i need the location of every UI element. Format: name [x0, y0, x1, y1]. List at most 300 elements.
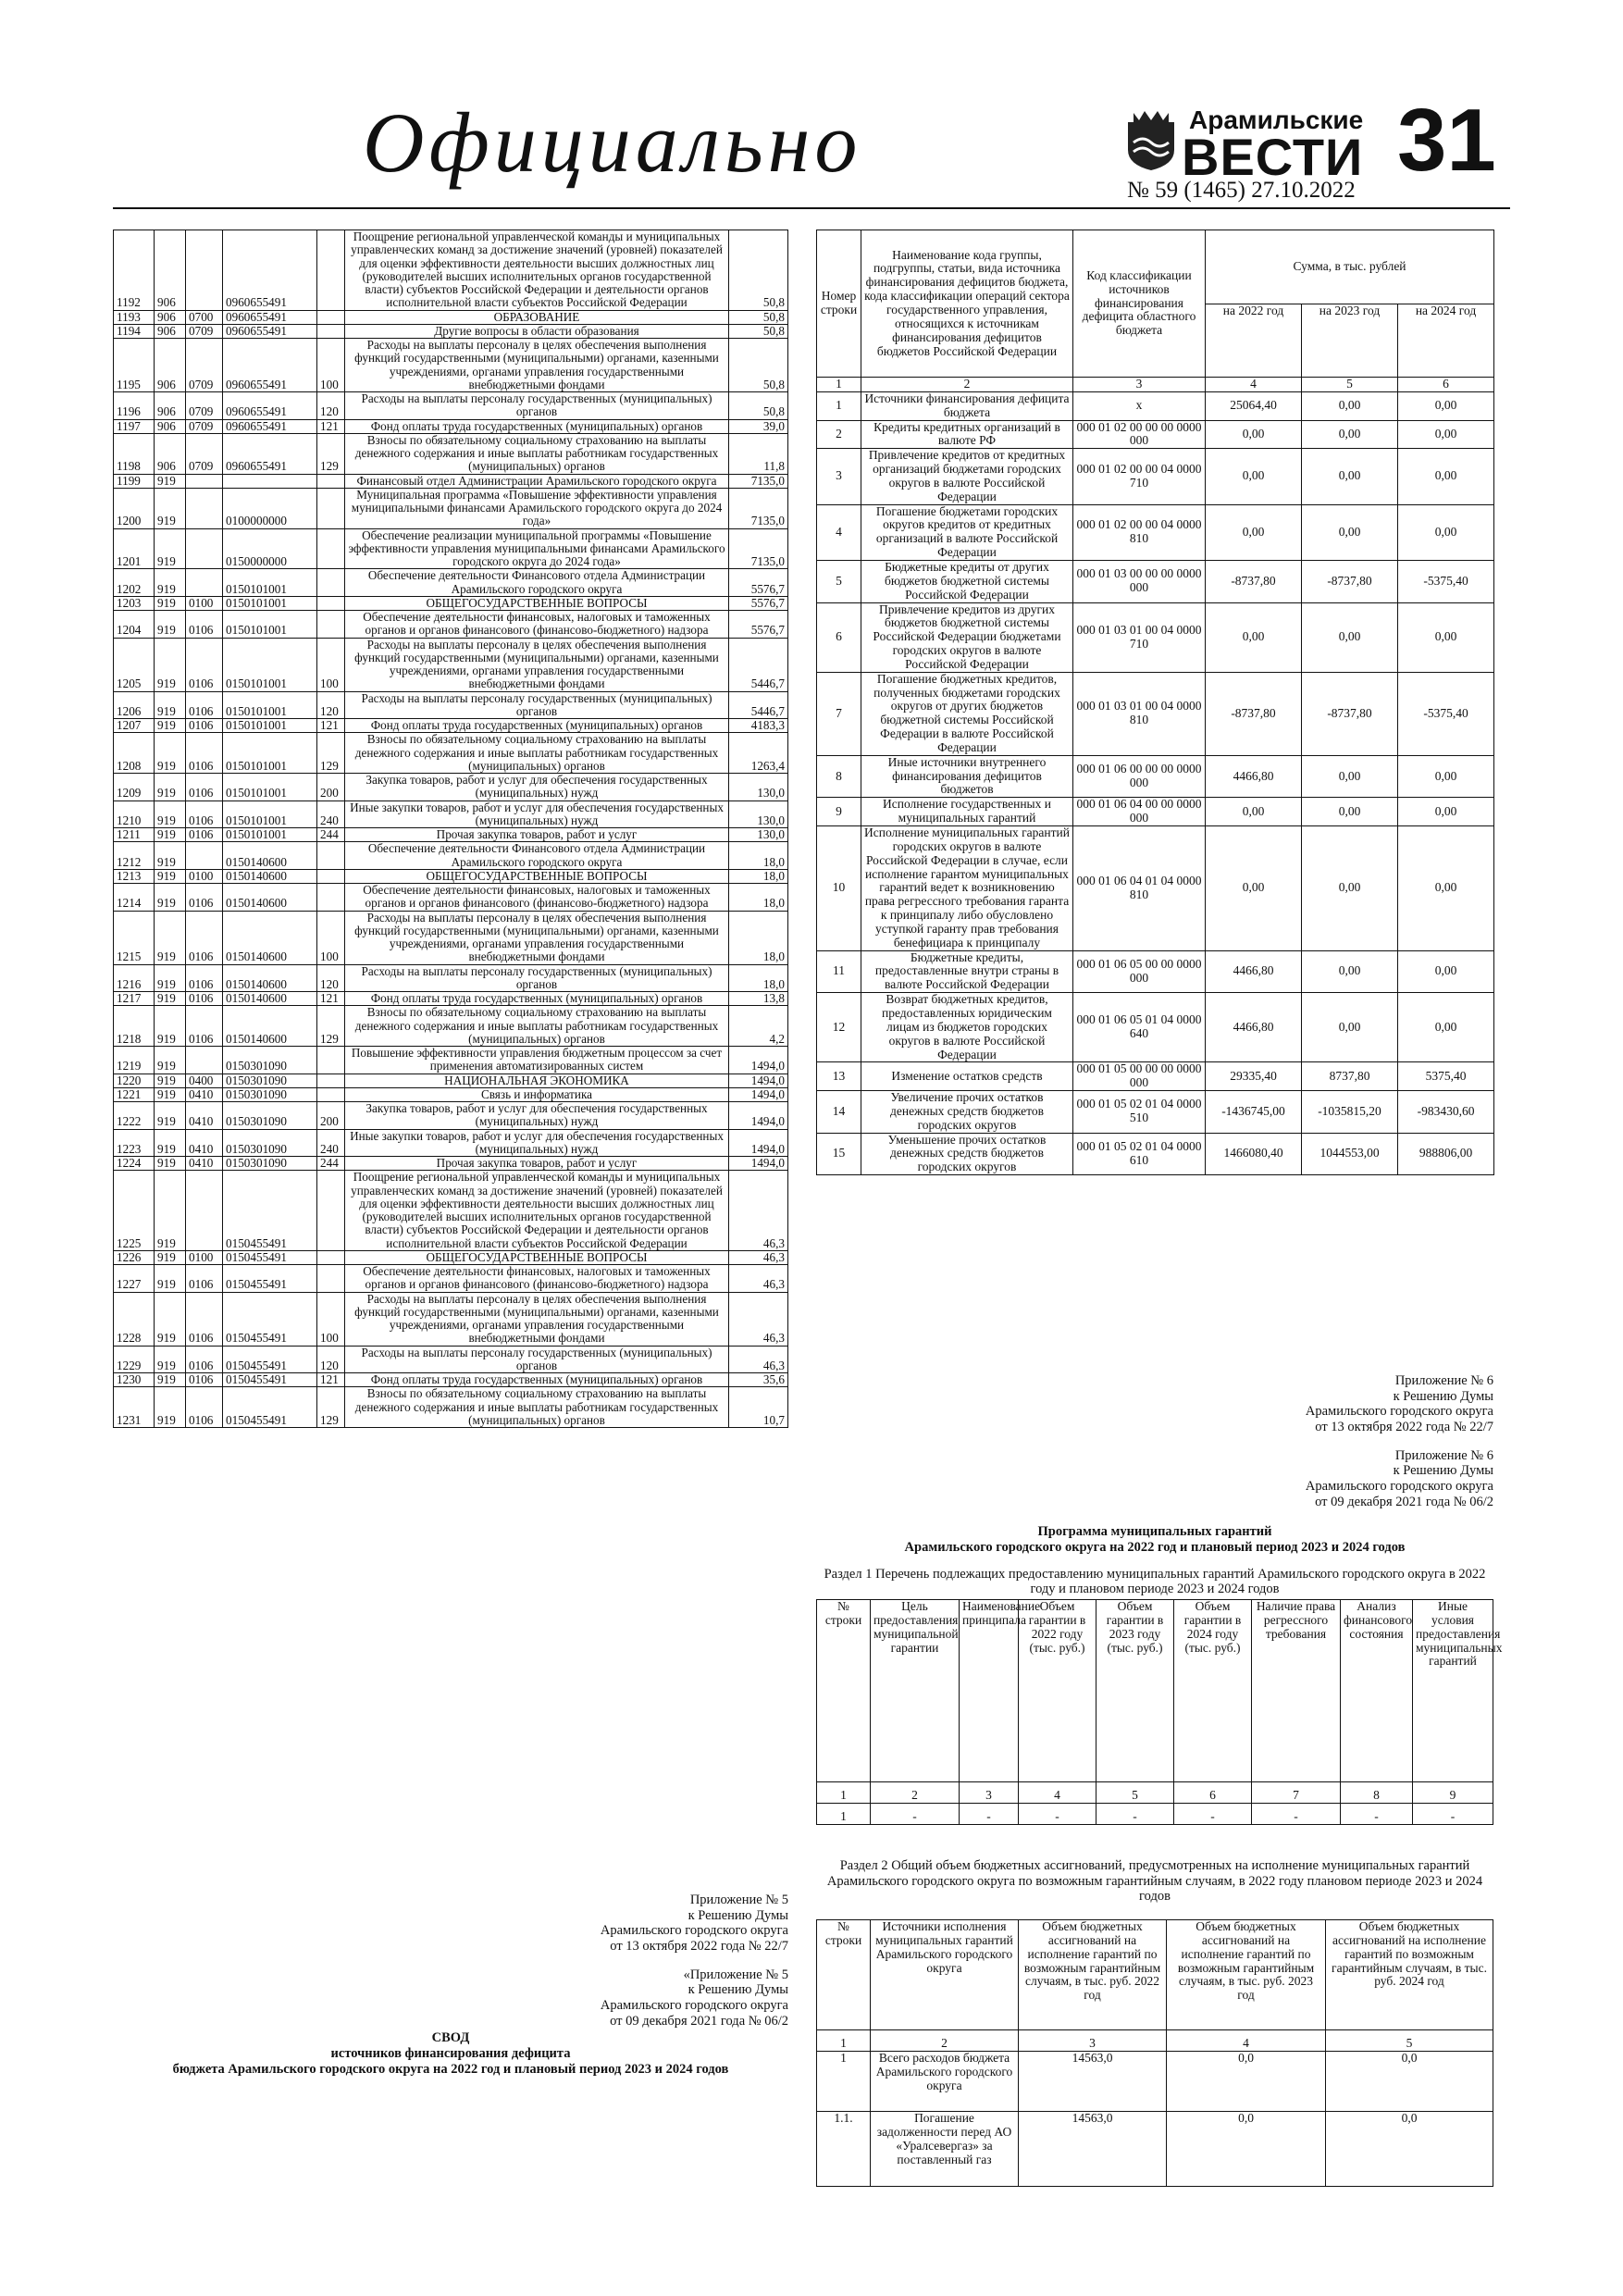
- source-amount: 4466,80: [1206, 950, 1302, 993]
- item-code: 0106: [186, 964, 223, 992]
- table-row: [817, 993, 1494, 1062]
- appendix-line: Арамильского городского округа: [1305, 1479, 1493, 1495]
- source-amount: -5375,40: [1398, 560, 1494, 602]
- item-code: 919: [155, 638, 186, 691]
- item-code: [317, 569, 345, 597]
- table-row: [114, 230, 788, 311]
- cell: -: [960, 1804, 1019, 1825]
- item-code: 120: [317, 1346, 345, 1373]
- appendix-line: к Решению Думы: [1393, 1388, 1493, 1404]
- item-code: 0400: [186, 1074, 223, 1087]
- source-code: 000 01 05 02 01 04 0000 610: [1073, 1133, 1206, 1175]
- row-number: 13: [817, 1062, 861, 1091]
- item-code: 0150455491: [223, 1171, 317, 1251]
- item-description: Фонд оплаты труда государственных (муниципальных) органов: [345, 419, 729, 433]
- item-code: 0106: [186, 638, 223, 691]
- source-amount: 25064,40: [1206, 391, 1302, 420]
- item-description: Обеспечение реализации муниципальной программы «Повышение эффективности управления муниципальными финансами Арамильского городского округа до 2024 года»: [345, 528, 729, 569]
- item-code: 0106: [186, 691, 223, 719]
- item-description: Поощрение региональной управленческой команды и муниципальных управленческих команд за достижение значений (уровней) показателей для оценки эффективности деятельности высших должностных лиц (руководителей высших исполнительных органов государственной власти) субъектов Российской Федерации и деятельности органов исполнительной власти субъектов Российской Федерации: [345, 230, 729, 311]
- table-row: [114, 1074, 788, 1087]
- row-number: 7: [817, 672, 861, 755]
- source-code: 000 01 06 00 00 00 0000 000: [1073, 755, 1206, 798]
- item-amount: 5446,7: [729, 691, 788, 719]
- item-code: 0150101001: [223, 638, 317, 691]
- item-code: 0410: [186, 1129, 223, 1157]
- item-code: 919: [155, 869, 186, 883]
- item-description: Взносы по обязательному социальному страхованию на выплаты денежного содержания и иные выплаты работникам государственных (муниципальных) органов: [345, 433, 729, 474]
- table-row: [114, 339, 788, 392]
- item-description: Расходы на выплаты персоналу в целях обеспечения выполнения функций государственными (муниципальными) органами, казенными учреждениями, органами управления государственными внебюджетными фондами: [345, 911, 729, 964]
- index-cell: 3: [1019, 2030, 1167, 2052]
- item-code: 1195: [114, 339, 155, 392]
- row-number: 11: [817, 950, 861, 993]
- item-code: 1207: [114, 719, 155, 733]
- brand-main: ВЕСТИ: [1182, 128, 1364, 186]
- item-code: 919: [155, 1129, 186, 1157]
- g-index-row: [817, 1782, 1493, 1804]
- item-description: ОБРАЗОВАНИЕ: [345, 310, 729, 324]
- item-code: 0150301090: [223, 1087, 317, 1101]
- g-header-2022: Объем гарантии в 2022 году (тыс. руб.): [1019, 1600, 1096, 1782]
- section-title: Официально: [363, 95, 862, 190]
- item-description: Повышение эффективности управления бюджетным процессом за счет применения автоматизированных систем: [345, 1047, 729, 1074]
- item-description: Закупка товаров, работ и услуг для обеспечения государственных (муниципальных) нужд: [345, 774, 729, 801]
- item-code: 1223: [114, 1129, 155, 1157]
- table-row: [114, 433, 788, 474]
- item-code: 1222: [114, 1102, 155, 1130]
- item-description: Взносы по обязательному социальному страхованию на выплаты денежного содержания и иные выплаты работникам государственных (муниципальных) органов: [345, 1006, 729, 1047]
- item-code: 1231: [114, 1387, 155, 1428]
- title-line: Арамильского городского округа на 2022 год и плановый период 2023 и 2024 годов: [904, 1540, 1406, 1556]
- source-amount: 0,00: [1398, 504, 1494, 560]
- item-amount: 46,3: [729, 1292, 788, 1346]
- item-code: 0150455491: [223, 1373, 317, 1387]
- g-header-other: Иные условия предоставления муниципальных гарантий: [1413, 1600, 1493, 1782]
- source-amount: 0,00: [1206, 826, 1302, 951]
- row-number: 5: [817, 560, 861, 602]
- cell: 1.1.: [817, 2112, 871, 2187]
- item-code: 240: [317, 800, 345, 828]
- item-code: 906: [155, 433, 186, 474]
- table-row: [817, 504, 1494, 560]
- item-amount: 46,3: [729, 1250, 788, 1264]
- source-amount: -8737,80: [1302, 672, 1398, 755]
- index-cell: 3: [1073, 378, 1206, 392]
- item-description: Фонд оплаты труда государственных (муниципальных) органов: [345, 992, 729, 1006]
- item-code: 121: [317, 1373, 345, 1387]
- table-row: [114, 828, 788, 842]
- table-row: [817, 1062, 1494, 1091]
- source-name: Возврат бюджетных кредитов, предоставленных юридическим лицам из бюджетов городских округов в валюте Российской Федерации: [861, 993, 1073, 1062]
- item-code: 919: [155, 1006, 186, 1047]
- index-cell: 6: [1398, 378, 1494, 392]
- item-code: 0106: [186, 828, 223, 842]
- source-amount: -8737,80: [1206, 672, 1302, 755]
- item-code: 1220: [114, 1074, 155, 1087]
- g-header-purpose: Цель предоставления муниципальной гарантии: [871, 1600, 960, 1782]
- item-code: 100: [317, 339, 345, 392]
- item-code: 906: [155, 419, 186, 433]
- cell: 0,0: [1167, 2052, 1326, 2112]
- item-code: 0150101001: [223, 691, 317, 719]
- table-row: [114, 1387, 788, 1428]
- item-code: 0150455491: [223, 1387, 317, 1428]
- table-row: [114, 774, 788, 801]
- source-name: Источники финансирования дефицита бюджета: [861, 391, 1073, 420]
- index-cell: 5: [1326, 2030, 1493, 2052]
- item-code: 1209: [114, 774, 155, 801]
- g-header-2024: Объем гарантии в 2024 году (тыс. руб.): [1174, 1600, 1252, 1782]
- item-description: Расходы на выплаты персоналу государственных (муниципальных) органов: [345, 1346, 729, 1373]
- item-amount: 7135,0: [729, 528, 788, 569]
- item-description: Поощрение региональной управленческой команды и муниципальных управленческих команд за достижение значений (уровней) показателей для оценки эффективности деятельности высших должностных лиц (руководителей высших исполнительных органов государственной власти) субъектов Российской Федерации и деятельности органов исполнительной власти субъектов Российской Федерации: [345, 1171, 729, 1251]
- source-name: Исполнение государственных и муниципальных гарантий: [861, 798, 1073, 826]
- source-amount: 29335,40: [1206, 1062, 1302, 1091]
- title-line: СВОД: [431, 2030, 470, 2046]
- header-rule: [113, 207, 1510, 209]
- item-code: 919: [155, 911, 186, 964]
- index-cell: 2: [871, 1782, 960, 1804]
- table-row: [114, 869, 788, 883]
- source-amount: 0,00: [1398, 420, 1494, 449]
- table-row: [817, 950, 1494, 993]
- source-amount: 0,00: [1398, 826, 1494, 951]
- item-code: 0150140600: [223, 1006, 317, 1047]
- item-code: 1211: [114, 828, 155, 842]
- row-number: 10: [817, 826, 861, 951]
- item-code: 906: [155, 392, 186, 420]
- table-row: [114, 596, 788, 610]
- table-row: [114, 1346, 788, 1373]
- cell: 14563,0: [1019, 2112, 1167, 2187]
- item-code: [317, 488, 345, 528]
- item-code: 0106: [186, 1346, 223, 1373]
- item-code: [317, 230, 345, 311]
- item-amount: 1494,0: [729, 1074, 788, 1087]
- item-code: 100: [317, 1292, 345, 1346]
- header-code: Код классификации источников финансирования дефицита областного бюджета: [1073, 230, 1206, 378]
- item-amount: 18,0: [729, 869, 788, 883]
- item-code: 0106: [186, 884, 223, 912]
- row-number: 8: [817, 755, 861, 798]
- a-header-2023: Объем бюджетных ассигнований на исполнение гарантий по возможным гарантийным случаям, в тыс. руб. 2023 год: [1167, 1920, 1326, 2030]
- source-code: 000 01 06 05 01 04 0000 640: [1073, 993, 1206, 1062]
- source-name: Кредиты кредитных организаций в валюте РФ: [861, 420, 1073, 449]
- item-code: 121: [317, 992, 345, 1006]
- item-code: 1197: [114, 419, 155, 433]
- item-amount: 50,8: [729, 230, 788, 311]
- source-amount: 0,00: [1398, 449, 1494, 504]
- row-number: 15: [817, 1133, 861, 1175]
- cell: 1: [817, 2052, 871, 2112]
- index-cell: 5: [1302, 378, 1398, 392]
- item-code: [186, 842, 223, 870]
- item-amount: 130,0: [729, 774, 788, 801]
- item-code: 0410: [186, 1102, 223, 1130]
- appendix-line: к Решению Думы: [1393, 1463, 1493, 1479]
- item-description: Расходы на выплаты персоналу в целях обеспечения выполнения функций государственными (муниципальными) органами, казенными учреждениями, органами управления государственными внебюджетными фондами: [345, 339, 729, 392]
- item-amount: 18,0: [729, 911, 788, 964]
- source-amount: -8737,80: [1302, 560, 1398, 602]
- source-name: Бюджетные кредиты от других бюджетов бюджетной системы Российской Федерации: [861, 560, 1073, 602]
- row-number: 6: [817, 602, 861, 672]
- table-row: [817, 672, 1494, 755]
- item-description: Расходы на выплаты персоналу государственных (муниципальных) органов: [345, 392, 729, 420]
- item-code: 0150301090: [223, 1074, 317, 1087]
- item-code: 0960655491: [223, 419, 317, 433]
- table-row: [817, 1091, 1494, 1134]
- item-amount: 39,0: [729, 419, 788, 433]
- item-code: 1226: [114, 1250, 155, 1264]
- table-row: [817, 449, 1494, 504]
- item-code: 0960655491: [223, 433, 317, 474]
- item-code: 1192: [114, 230, 155, 311]
- item-code: 0150140600: [223, 992, 317, 1006]
- index-cell: 7: [1252, 1782, 1341, 1804]
- table-row: [114, 1129, 788, 1157]
- item-code: 919: [155, 774, 186, 801]
- item-description: Прочая закупка товаров, работ и услуг: [345, 1157, 729, 1171]
- item-code: [186, 474, 223, 488]
- item-code: 1204: [114, 611, 155, 639]
- item-code: [317, 1074, 345, 1087]
- header-year-2024: на 2024 год: [1398, 304, 1494, 378]
- item-amount: 7135,0: [729, 474, 788, 488]
- item-amount: 130,0: [729, 828, 788, 842]
- item-code: 0960655491: [223, 310, 317, 324]
- cell: -: [1174, 1804, 1252, 1825]
- item-code: [186, 488, 223, 528]
- item-code: [317, 596, 345, 610]
- index-cell: 8: [1341, 1782, 1413, 1804]
- item-code: 919: [155, 1373, 186, 1387]
- item-amount: 35,6: [729, 1373, 788, 1387]
- item-code: [186, 1171, 223, 1251]
- item-code: 200: [317, 1102, 345, 1130]
- item-description: Обеспечение деятельности финансовых, налоговых и таможенных органов и органов финансового (финансово-бюджетного) надзора: [345, 884, 729, 912]
- item-code: 919: [155, 992, 186, 1006]
- item-code: [317, 1265, 345, 1293]
- item-description: Иные закупки товаров, работ и услуг для обеспечения государственных (муниципальных) нужд: [345, 1129, 729, 1157]
- source-code: 000 01 05 00 00 00 0000 000: [1073, 1062, 1206, 1091]
- item-code: 129: [317, 433, 345, 474]
- table-row: [114, 1157, 788, 1171]
- item-description: Расходы на выплаты персоналу в целях обеспечения выполнения функций государственными (муниципальными) органами, казенными учреждениями, органами управления государственными внебюджетными фондами: [345, 1292, 729, 1346]
- item-amount: 1494,0: [729, 1087, 788, 1101]
- item-code: 1225: [114, 1171, 155, 1251]
- item-code: [317, 324, 345, 338]
- item-code: 1210: [114, 800, 155, 828]
- source-amount: 988806,00: [1398, 1133, 1494, 1175]
- item-code: 100: [317, 638, 345, 691]
- item-code: 1218: [114, 1006, 155, 1047]
- item-code: 100: [317, 911, 345, 964]
- table-row: [114, 842, 788, 870]
- item-code: 0709: [186, 419, 223, 433]
- index-cell: 4: [1019, 1782, 1096, 1804]
- item-description: Обеспечение деятельности Финансового отдела Администрации Арамильского городского округа: [345, 842, 729, 870]
- index-cell: 5: [1096, 1782, 1174, 1804]
- item-description: Расходы на выплаты персоналу в целях обеспечения выполнения функций государственными (муниципальными) органами, казенными учреждениями, органами управления государственными внебюджетными фондами: [345, 638, 729, 691]
- appendix-line: от 09 декабря 2021 года № 06/2: [1315, 1494, 1493, 1509]
- item-code: 919: [155, 691, 186, 719]
- source-name: Привлечение кредитов от кредитных организаций бюджетами городских округов в валюте Российской Федерации: [861, 449, 1073, 504]
- item-code: 919: [155, 596, 186, 610]
- item-amount: 5576,7: [729, 596, 788, 610]
- item-code: 1205: [114, 638, 155, 691]
- source-amount: 4466,80: [1206, 993, 1302, 1062]
- source-amount: -5375,40: [1398, 672, 1494, 755]
- table-row: [114, 1102, 788, 1130]
- item-code: [317, 1250, 345, 1264]
- item-code: [317, 1047, 345, 1074]
- title-line: Программа муниципальных гарантий: [1037, 1524, 1272, 1540]
- source-amount: 0,00: [1302, 420, 1398, 449]
- item-code: 0106: [186, 800, 223, 828]
- item-code: 919: [155, 1292, 186, 1346]
- row-number: 14: [817, 1091, 861, 1134]
- table-row: [114, 1373, 788, 1387]
- header-name: Наименование кода группы, подгруппы, статьи, вида источника финансирования дефицитов бюджета, кода классификации операций сектора государственного управления, относящихся к источникам финансирования дефицитов бюджетов Российской Федерации: [861, 230, 1073, 378]
- source-code: 000 01 03 01 00 04 0000 710: [1073, 602, 1206, 672]
- item-code: 919: [155, 1102, 186, 1130]
- item-code: 906: [155, 310, 186, 324]
- appendix-line: от 13 октября 2022 года № 22/7: [610, 1939, 788, 1955]
- cell: 0,0: [1326, 2112, 1493, 2187]
- item-code: 919: [155, 828, 186, 842]
- source-name: Погашение бюджетных кредитов, полученных бюджетами городских округов от других бюджетов бюджетной системы Российской Федерации в валюте Российской Федерации: [861, 672, 1073, 755]
- cell: -: [1019, 1804, 1096, 1825]
- table-row: [114, 310, 788, 324]
- source-amount: -1035815,20: [1302, 1091, 1398, 1134]
- a-header-2022: Объем бюджетных ассигнований на исполнение гарантий по возможным гарантийным случаям, в тыс. руб. 2022 год: [1019, 1920, 1167, 2030]
- a-data-row: [817, 2052, 1493, 2112]
- item-description: Другие вопросы в области образования: [345, 324, 729, 338]
- item-code: [186, 569, 223, 597]
- source-name: Исполнение муниципальных гарантий городских округов в валюте Российской Федерации в случае, если исполнение гарантом муниципальных гарантий ведет к возникновению права регрессного требования гаранта к принципалу либо обусловлено уступкой гаранту прав требования бенефициара к принципалу: [861, 826, 1073, 951]
- item-code: 0106: [186, 733, 223, 774]
- item-code: 0150455491: [223, 1265, 317, 1293]
- item-code: 1212: [114, 842, 155, 870]
- item-description: Финансовый отдел Администрации Арамильского городского округа: [345, 474, 729, 488]
- table-row: [114, 474, 788, 488]
- source-amount: -983430,60: [1398, 1091, 1494, 1134]
- table-row: [114, 488, 788, 528]
- item-code: 0150000000: [223, 528, 317, 569]
- item-code: 0150140600: [223, 842, 317, 870]
- item-code: 0150455491: [223, 1250, 317, 1264]
- table-row: [114, 569, 788, 597]
- allocations-block: [816, 1919, 1493, 2197]
- appendix-line: Арамильского городского округа: [600, 1923, 788, 1939]
- appendix-6-title: [816, 1524, 1493, 1555]
- item-code: 120: [317, 964, 345, 992]
- item-code: 919: [155, 1171, 186, 1251]
- source-amount: 1044553,00: [1302, 1133, 1398, 1175]
- item-code: 0100: [186, 869, 223, 883]
- index-cell: 4: [1167, 2030, 1326, 2052]
- page-number: 31: [1397, 91, 1496, 190]
- item-code: 129: [317, 1006, 345, 1047]
- item-code: 0150101001: [223, 611, 317, 639]
- item-code: 1213: [114, 869, 155, 883]
- header-year-2023: на 2023 год: [1302, 304, 1398, 378]
- item-code: 919: [155, 842, 186, 870]
- source-code: 000 01 06 04 00 00 0000 000: [1073, 798, 1206, 826]
- item-description: Расходы на выплаты персоналу государственных (муниципальных) органов: [345, 691, 729, 719]
- item-code: 919: [155, 1387, 186, 1428]
- item-code: 120: [317, 691, 345, 719]
- item-code: 919: [155, 1074, 186, 1087]
- item-amount: 50,8: [729, 339, 788, 392]
- item-code: 129: [317, 1387, 345, 1428]
- cell: -: [1252, 1804, 1341, 1825]
- item-description: НАЦИОНАЛЬНАЯ ЭКОНОМИКА: [345, 1074, 729, 1087]
- item-description: Муниципальная программа «Повышение эффективности управления муниципальными финансами Арамильского городского округа до 2024 года»: [345, 488, 729, 528]
- appendix-line: Арамильского городского округа: [600, 1998, 788, 2014]
- item-code: 0100: [186, 1250, 223, 1264]
- item-amount: 18,0: [729, 842, 788, 870]
- cell: Погашение задолженности перед АО «Уралсевергаз» за поставленный газ: [871, 2112, 1019, 2187]
- header-number: Номер строки: [817, 230, 861, 378]
- item-code: 244: [317, 1157, 345, 1171]
- item-description: Взносы по обязательному социальному страхованию на выплаты денежного содержания и иные выплаты работникам государственных (муниципальных) органов: [345, 733, 729, 774]
- item-code: 0960655491: [223, 230, 317, 311]
- item-code: 0150101001: [223, 774, 317, 801]
- item-code: [317, 869, 345, 883]
- cell: -: [1341, 1804, 1413, 1825]
- appendix-line: к Решению Думы: [688, 1907, 788, 1923]
- item-code: 1228: [114, 1292, 155, 1346]
- appendix-line: Арамильского городского округа: [1305, 1404, 1493, 1420]
- item-amount: 5576,7: [729, 611, 788, 639]
- source-amount: 0,00: [1206, 449, 1302, 504]
- item-code: 0410: [186, 1087, 223, 1101]
- appendix-5-ref: [113, 1893, 788, 2029]
- item-description: Обеспечение деятельности финансовых, налоговых и таможенных органов и органов финансового (финансово-бюджетного) надзора: [345, 1265, 729, 1293]
- item-code: 1216: [114, 964, 155, 992]
- source-amount: 0,00: [1398, 798, 1494, 826]
- cell: 14563,0: [1019, 2052, 1167, 2112]
- item-code: 0150455491: [223, 1292, 317, 1346]
- index-cell: 3: [960, 1782, 1019, 1804]
- table-row: [114, 691, 788, 719]
- item-amount: 50,8: [729, 392, 788, 420]
- section-2-caption: Раздел 2 Общий объем бюджетных ассигнований, предусмотренных на исполнение муниципальных гарантий Арамильского городского округа по возможным гарантийным случаям, в 2022 году плановом периоде 2023 и 2024 годов: [826, 1858, 1483, 1905]
- item-code: 0150301090: [223, 1157, 317, 1171]
- guarantees-block: [816, 1599, 1503, 1849]
- item-code: 1199: [114, 474, 155, 488]
- item-code: 1221: [114, 1087, 155, 1101]
- item-description: Связь и информатика: [345, 1087, 729, 1101]
- source-name: Изменение остатков средств: [861, 1062, 1073, 1091]
- item-code: 1219: [114, 1047, 155, 1074]
- appendix-line: от 13 октября 2022 года № 22/7: [1315, 1420, 1493, 1435]
- index-cell: 4: [1206, 378, 1302, 392]
- item-amount: 5576,7: [729, 569, 788, 597]
- item-description: Фонд оплаты труда государственных (муниципальных) органов: [345, 719, 729, 733]
- table-row: [817, 602, 1494, 672]
- table-row: [817, 560, 1494, 602]
- table-row: [817, 420, 1494, 449]
- source-amount: 5375,40: [1398, 1062, 1494, 1091]
- item-code: 919: [155, 719, 186, 733]
- table-row: [114, 733, 788, 774]
- cell: -: [871, 1804, 960, 1825]
- index-cell: 2: [871, 2030, 1019, 2052]
- item-amount: 46,3: [729, 1265, 788, 1293]
